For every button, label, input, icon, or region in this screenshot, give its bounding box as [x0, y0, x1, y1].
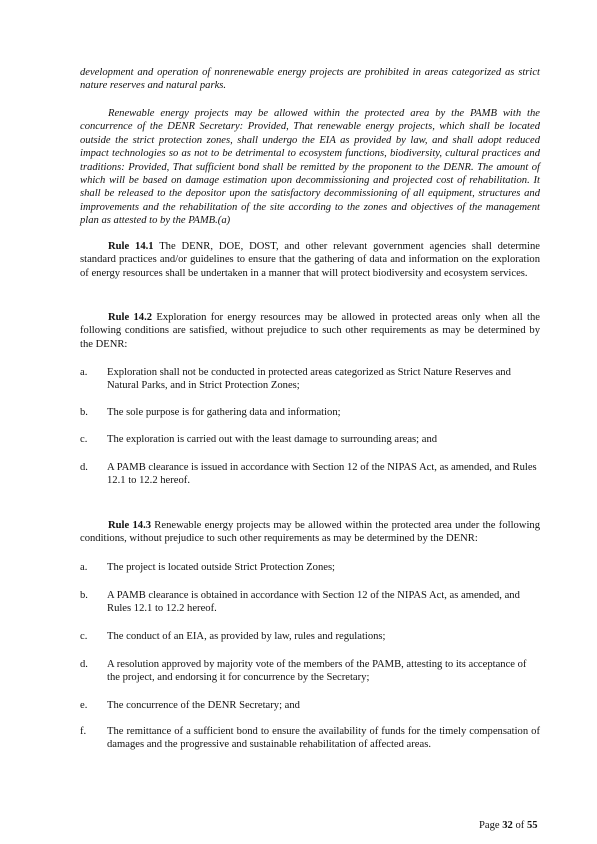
page-number-footer: [479, 820, 538, 831]
list-label: d.: [80, 462, 88, 473]
list-text: The project is located outside Strict Protection Zones;: [107, 562, 336, 573]
page-prefix: Page: [479, 820, 503, 831]
list-text: A resolution approved by majority vote of the members of the PAMB, attesting to its acceptance of the project, and endorsing it for concurrence by the Secretary;: [107, 659, 527, 684]
rule-14-2-text: Exploration for energy resources may be allowed in protected areas only when all the following conditions are satisfied, without prejudice to such other requirements as may be determined by the DENR:: [80, 312, 541, 350]
rule-14-1-text: The DENR, DOE, DOST, and other relevant government agencies shall determine standard practices and/or guidelines to ensure that the gathering of data and information on the exploration of energy resources shall be undertaken in a manner that will protect biodiversity and ecosystem services.: [80, 241, 540, 279]
rule-14-1-label: Rule 14.1: [108, 241, 154, 252]
rule-14-3-label: Rule 14.3: [108, 520, 152, 531]
list-label: c.: [80, 434, 88, 445]
rule-14-3-paragraph: [80, 519, 540, 546]
list-text: The remittance of a sufficient bond to ensure the availability of funds for the timely compensation of damages and the progressive and sustainable rehabilitation of affected areas.: [107, 726, 540, 751]
list-text: The exploration is carried out with the least damage to surrounding areas; and: [107, 434, 438, 445]
list-text: A PAMB clearance is issued in accordance with Section 12 of the NIPAS Act, as amended, and Rules 12.1 to 12.2 hereof.: [107, 462, 537, 487]
list-text: The conduct of an EIA, as provided by law, rules and regulations;: [107, 631, 386, 642]
rule-14-2-label: Rule 14.2: [108, 312, 153, 323]
rule-14-2-paragraph: [80, 311, 540, 351]
list-text: The sole purpose is for gathering data and information;: [107, 407, 341, 418]
list-text: The concurrence of the DENR Secretary; and: [107, 700, 300, 711]
list-text: Exploration shall not be conducted in protected areas categorized as Strict Nature Reserves and Natural Parks, and in Strict Protection Zones;: [107, 367, 511, 392]
list-label: d.: [80, 659, 88, 670]
total-page-count: 55: [526, 820, 538, 831]
intro-paragraph-2: Renewable energy projects may be allowed within the protected area by the PAMB with the concurrence of the DENR Secretary: Provided, That renewable energy projects, which shall be located outside the strict protection zones, shall undergo the EIA as provided by law, and shall adopt reduced impact technologies so as not to be detrimental to ecosystem functions, biodiversity, cultural practices and traditions: Provided, That sufficient bond shall be remitted by the proponent to the DENR. The amount of which will be based on damage estimation upon decommissioning and projected cost of rehabilitation. It shall be released to the depositor upon the satisfactory decommissioning of all equipment, structures and improvements and the rehabilitation of the site according to the zones and objectives of the management plan as attested to by the PAMB.(a): [80, 108, 540, 227]
list-label: b.: [80, 590, 88, 601]
list-label: e.: [80, 700, 88, 711]
list-text: A PAMB clearance is obtained in accordance with Section 12 of the NIPAS Act, as amended, and Rules 12.1 to 12.2 hereof.: [107, 590, 520, 615]
list-label: a.: [80, 562, 88, 573]
list-label: c.: [80, 631, 88, 642]
page-of: of: [512, 820, 527, 831]
list-label: b.: [80, 407, 88, 418]
intro-paragraph-1: development and operation of nonrenewable energy projects are prohibited in areas categorized as strict nature reserves and natural parks.: [80, 67, 540, 92]
list-label: a.: [80, 367, 88, 378]
list-label: f.: [80, 726, 87, 737]
rule-14-1-paragraph: [80, 240, 540, 280]
rule-14-3-text: Renewable energy projects may be allowed within the protected area under the following conditions, without prejudice to such other requirements as may be determined by the DENR:: [80, 520, 540, 545]
current-page-number: 32: [502, 820, 513, 831]
